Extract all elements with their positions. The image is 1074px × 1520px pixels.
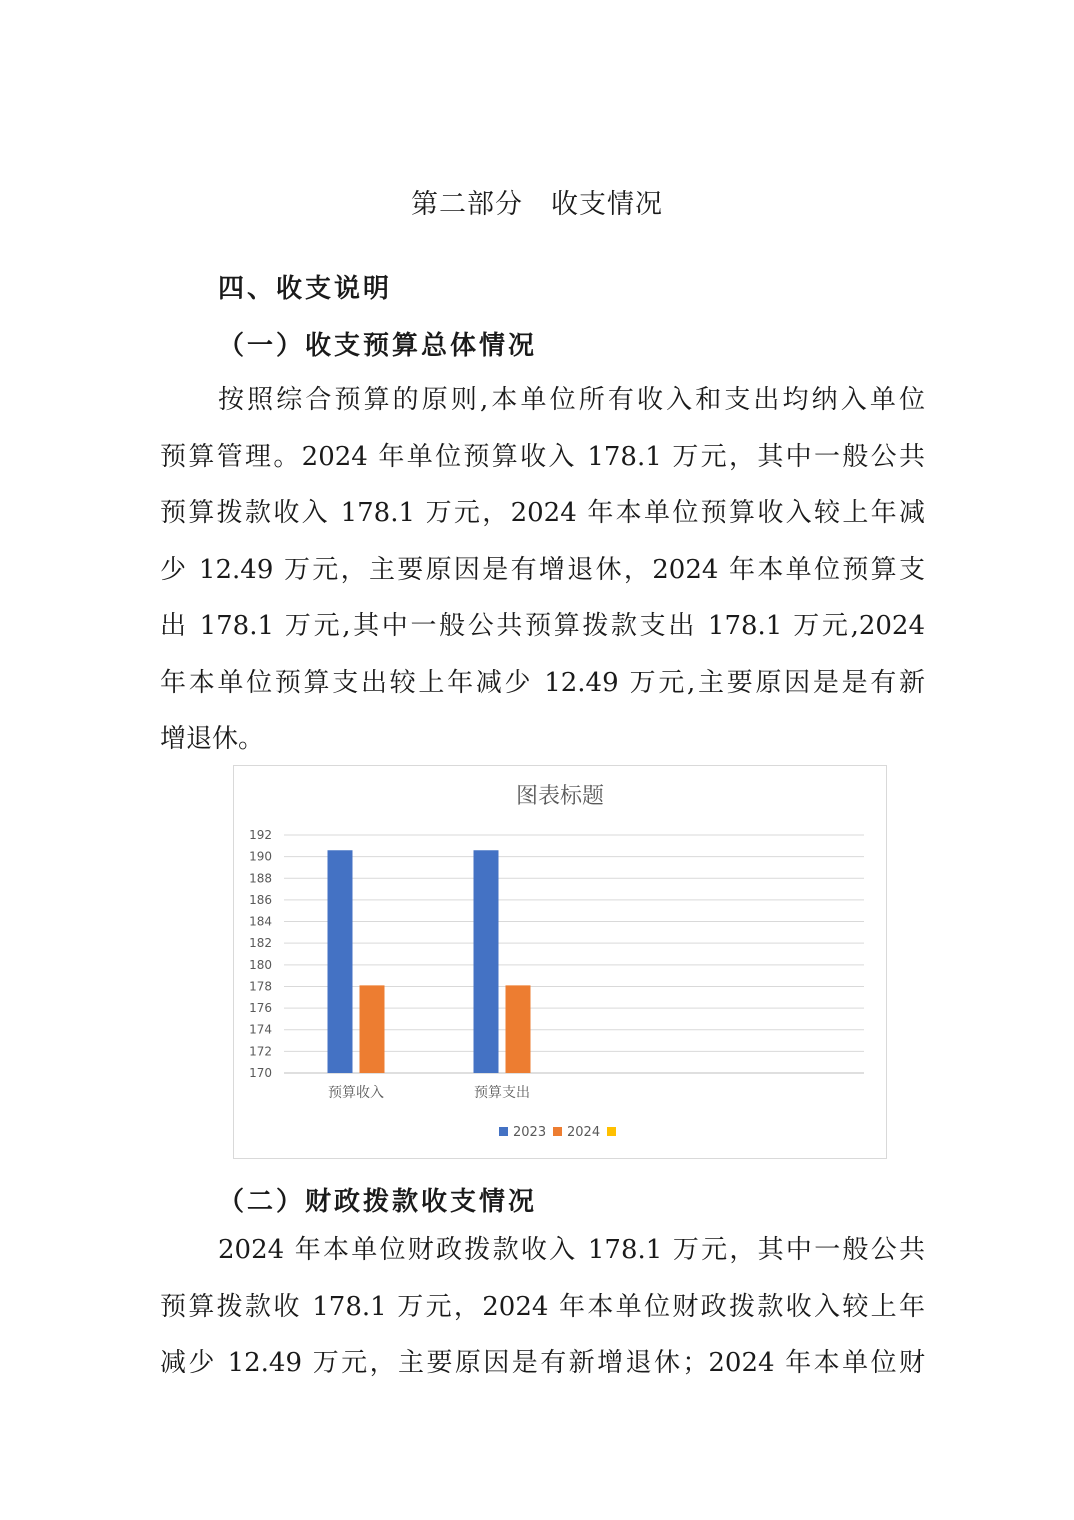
y-tick-label: 176	[249, 1001, 272, 1016]
legend-swatch	[499, 1127, 508, 1136]
bar-2024-0	[360, 985, 385, 1073]
chart-svg	[234, 766, 886, 1158]
y-tick-label: 170	[249, 1066, 272, 1080]
bar-2024-1	[506, 985, 531, 1073]
legend-swatch	[553, 1127, 562, 1136]
chart-title: 图表标题	[515, 784, 605, 809]
section-heading: 四、收支说明	[218, 274, 393, 304]
x-category-label: 预算收入	[328, 1085, 384, 1101]
y-tick-label: 178	[249, 979, 272, 994]
y-tick-label: 172	[249, 1044, 272, 1059]
x-category-label: 预算支出	[474, 1085, 530, 1101]
paragraph-2	[160, 1222, 925, 1392]
subsection-heading-2: （二）财政拨款收支情况	[218, 1187, 538, 1217]
part-title: 第二部分 收支情况	[411, 189, 663, 220]
paragraph-line: 少 12.49 万元，主要原因是有增退休，2024 年本单位预算支	[160, 554, 925, 585]
legend-swatch	[607, 1127, 616, 1136]
bar-2023-1	[474, 850, 499, 1073]
y-tick-label: 190	[249, 849, 272, 864]
paragraph-1	[160, 372, 925, 768]
y-tick-label: 182	[249, 936, 272, 951]
legend-label: 2024	[567, 1125, 601, 1140]
paragraph-line: 2024 年本单位财政拨款收入 178.1 万元，其中一般公共	[218, 1235, 925, 1265]
y-tick-label: 184	[249, 914, 272, 929]
y-tick-label: 180	[249, 957, 272, 972]
bar-2023-0	[328, 850, 353, 1073]
paragraph-line: 出 178.1 万元,其中一般公共预算拨款支出 178.1 万元,2024	[160, 611, 925, 641]
y-tick-label: 186	[249, 892, 272, 907]
paragraph-line: 预算管理。2024 年单位预算收入 178.1 万元，其中一般公共	[160, 441, 925, 472]
paragraph-line: 预算拨款收入 178.1 万元，2024 年本单位预算收入较上年减	[160, 498, 925, 528]
paragraph-line: 按照综合预算的原则,本单位所有收入和支出均纳入单位	[218, 385, 925, 415]
paragraph-line: 预算拨款收 178.1 万元，2024 年本单位财政拨款收入较上年	[160, 1291, 925, 1322]
paragraph-line: 年本单位预算支出较上年减少 12.49 万元,主要原因是是有新	[160, 667, 925, 698]
legend-label: 2023	[513, 1125, 547, 1140]
subsection-heading-1: （一）收支预算总体情况	[218, 331, 538, 361]
y-tick-label: 174	[249, 1022, 272, 1037]
paragraph-line: 减少 12.49 万元，主要原因是有新增退休；2024 年本单位财	[160, 1348, 925, 1378]
y-tick-label: 188	[249, 871, 272, 886]
paragraph-line: 增退休。	[160, 724, 265, 754]
budget-bar-chart	[233, 765, 887, 1159]
y-tick-label: 192	[249, 828, 272, 842]
